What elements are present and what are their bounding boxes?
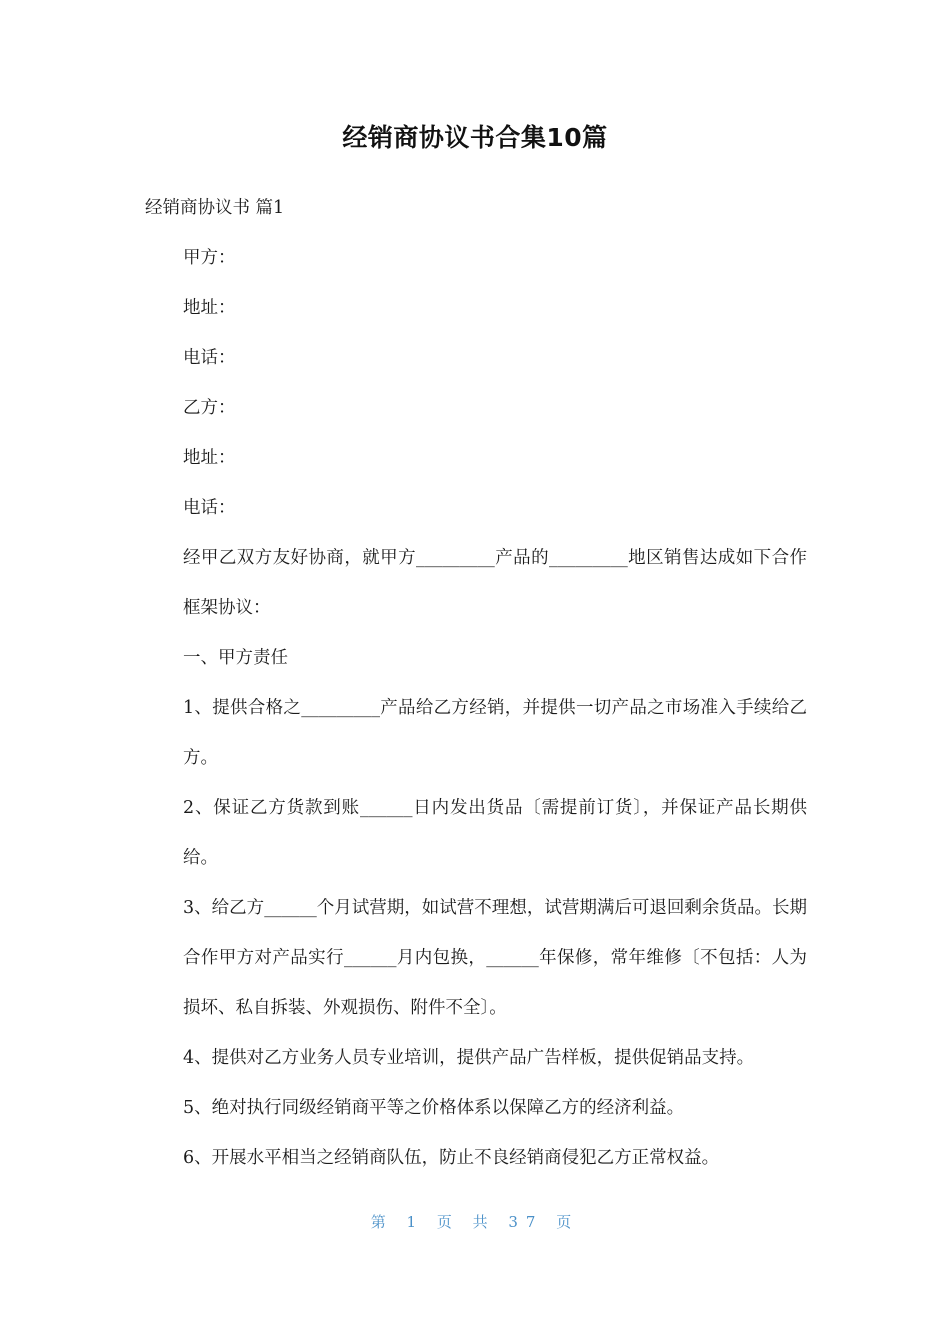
page-number: 第 1 页 共 37 页 [370, 1213, 580, 1231]
party-b-address-label: 地址： [183, 448, 236, 468]
party-a-address-label: 地址： [183, 298, 236, 318]
party-b-label: 乙方： [183, 398, 236, 418]
party-b-phone-label: 电话： [183, 498, 236, 518]
clause-item-5: 5、绝对执行同级经销商平等之价格体系以保障乙方的经济利益。 [183, 1098, 685, 1118]
clause-item-6: 6、开展水平相当之经销商队伍，防止不良经销商侵犯乙方正常权益。 [183, 1148, 720, 1168]
clause-item-4: 4、提供对乙方业务人员专业培训，提供产品广告样板，提供促销品支持。 [183, 1048, 755, 1068]
intro-paragraph: 经甲乙双方友好协商，就甲方_________产品的_________地区销售达成如下合作框架协议： [183, 548, 807, 618]
clause-item-2: 2、保证乙方货款到账______日内发出货品〔需提前订货〕，并保证产品长期供给。 [183, 798, 807, 868]
clause-item-1: 1、提供合格之_________产品给乙方经销，并提供一切产品之市场准入手续给乙方。 [183, 698, 807, 768]
party-a-label: 甲方： [183, 248, 236, 268]
document-body [145, 183, 807, 1183]
document-title: 经销商协议书合集10篇 [342, 123, 608, 152]
clause-item-3: 3、给乙方______个月试营期，如试营不理想，试营期满后可退回剩余货品。长期合作甲方对产品实行______月内包换，______年保修，常年维修〔不包括：人为损坏、私自拆装、外观损伤、附件不全〕。 [183, 898, 807, 1018]
section-heading: 经销商协议书 篇1 [145, 198, 285, 218]
clause-heading: 一、甲方责任 [183, 648, 288, 668]
party-a-phone-label: 电话： [183, 348, 236, 368]
